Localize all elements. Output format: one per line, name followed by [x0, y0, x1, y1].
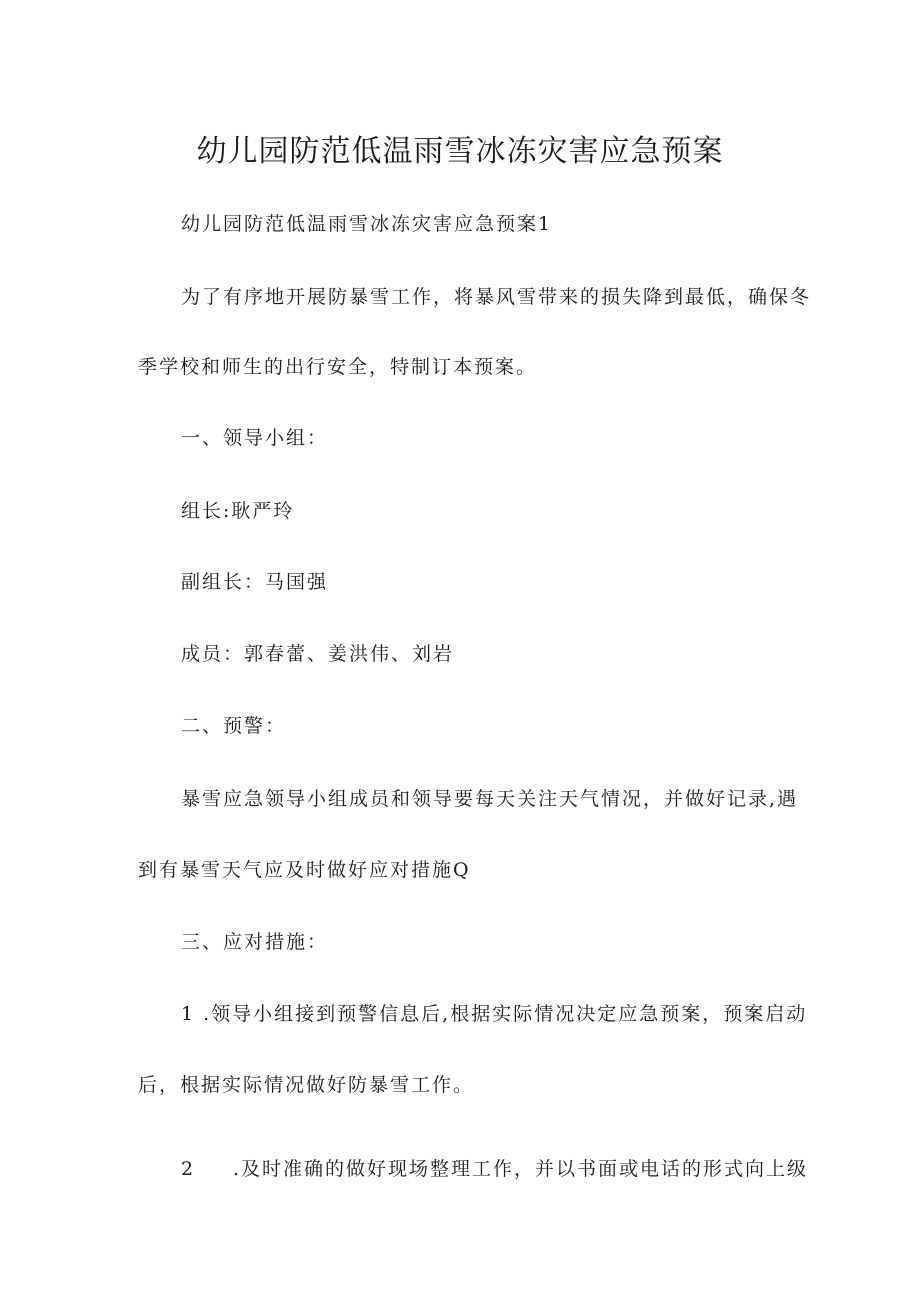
measure-1-line-2: 后，根据实际情况做好防暴雪工作。 [138, 1074, 475, 1096]
section-heading-warning: 二、预警： [181, 715, 287, 737]
leader-line: 组长:耿严玲 [181, 500, 295, 522]
intro-paragraph-line-2: 季学校和师生的出行安全，特制订本预案。 [138, 356, 538, 378]
warning-paragraph-line-1: 暴雪应急领导小组成员和领导要每天关注天气情况，并做好记录,遇 [181, 788, 799, 810]
measure-2-text: .及时准确的做好现场整理工作，并以书面或电话的形式向上级 [233, 1158, 809, 1180]
members-line: 成员：郭春蕾、姜洪伟、刘岩 [181, 643, 455, 665]
measure-1-line-1: 1 .领导小组接到预警信息后,根据实际情况决定应急预案，预案启动 [181, 1003, 808, 1025]
document-subtitle: 幼儿园防范低温雨雪冰冻灾害应急预案1 [181, 213, 553, 235]
warning-paragraph-line-2: 到有暴雪天气应及时做好应对措施Q [138, 859, 471, 881]
measure-2-number: 2 [181, 1158, 196, 1180]
deputy-leader-line: 副组长：马国强 [181, 571, 329, 593]
measure-2-line-1 [181, 1155, 808, 1183]
intro-paragraph-line-1: 为了有序地开展防暴雪工作，将暴风雪带来的损失降到最低，确保冬 [181, 286, 812, 308]
document-title: 幼儿园防范低温雨雪冰冻灾害应急预案 [196, 134, 724, 169]
section-heading-measures: 三、应对措施： [181, 931, 329, 953]
section-heading-leadership: 一、领导小组： [181, 427, 329, 449]
